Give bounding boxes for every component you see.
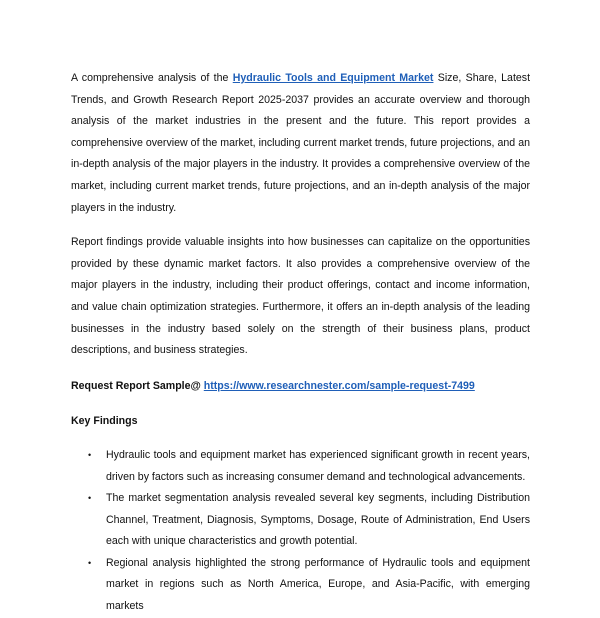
list-item: [71, 553, 530, 618]
list-item-text: Hydraulic tools and equipment market has experienced significant growth in recent years, driven by factors such as increasing consumer demand and technological advancements.: [106, 448, 530, 483]
bullet-icon: •: [88, 557, 92, 568]
intro-prefix: A comprehensive analysis of the: [71, 72, 233, 84]
intro-paragraph: [71, 68, 530, 219]
intro-suffix: Size, Share, Latest Trends, and Growth Research Report 2025-2037 provides an accurate overview and thorough analysis of the market industries in the present and the future. This report provides a comprehensive overview of the market, including current market trends, future projections, and an in-depth analysis of the major players in the industry. It provides a comprehensive overview of the market, including current market trends, future projections, and an in-depth analysis of the major players in the industry.: [71, 72, 531, 214]
list-item: [71, 445, 530, 488]
list-item: [71, 488, 530, 553]
market-link[interactable]: Hydraulic Tools and Equipment Market: [232, 72, 434, 84]
sample-request-label: Request Report Sample@: [71, 379, 204, 392]
key-findings-heading: Key Findings: [71, 415, 138, 428]
sample-request-line: [71, 376, 530, 398]
findings-paragraph: Report findings provide valuable insights into how businesses can capitalize on the opportunities provided by these dynamic market factors. It also provides a comprehensive overview of the major players in the industry, including their product offerings, contact and income information, and value chain optimization strategies. Furthermore, it offers an in-depth analysis of the leading businesses in the industry based solely on the strength of their business plans, product descriptions, and business strategies.: [71, 236, 530, 357]
key-findings-list: [71, 445, 530, 618]
list-item-text: Regional analysis highlighted the strong performance of Hydraulic tools and equipment market in regions such as North America, Europe, and Asia-Pacific, with emerging markets: [106, 556, 530, 613]
list-item-text: The market segmentation analysis revealed several key segments, including Distribution Channel, Treatment, Diagnosis, Symptoms, Dosage, Route of Administration, End Users each with unique characteristics and growth potential.: [106, 492, 530, 548]
bullet-icon: •: [88, 493, 92, 504]
sample-request-link[interactable]: https://www.researchnester.com/sample-request-7499: [203, 379, 475, 392]
document-page: [71, 68, 530, 618]
bullet-icon: •: [88, 449, 92, 460]
